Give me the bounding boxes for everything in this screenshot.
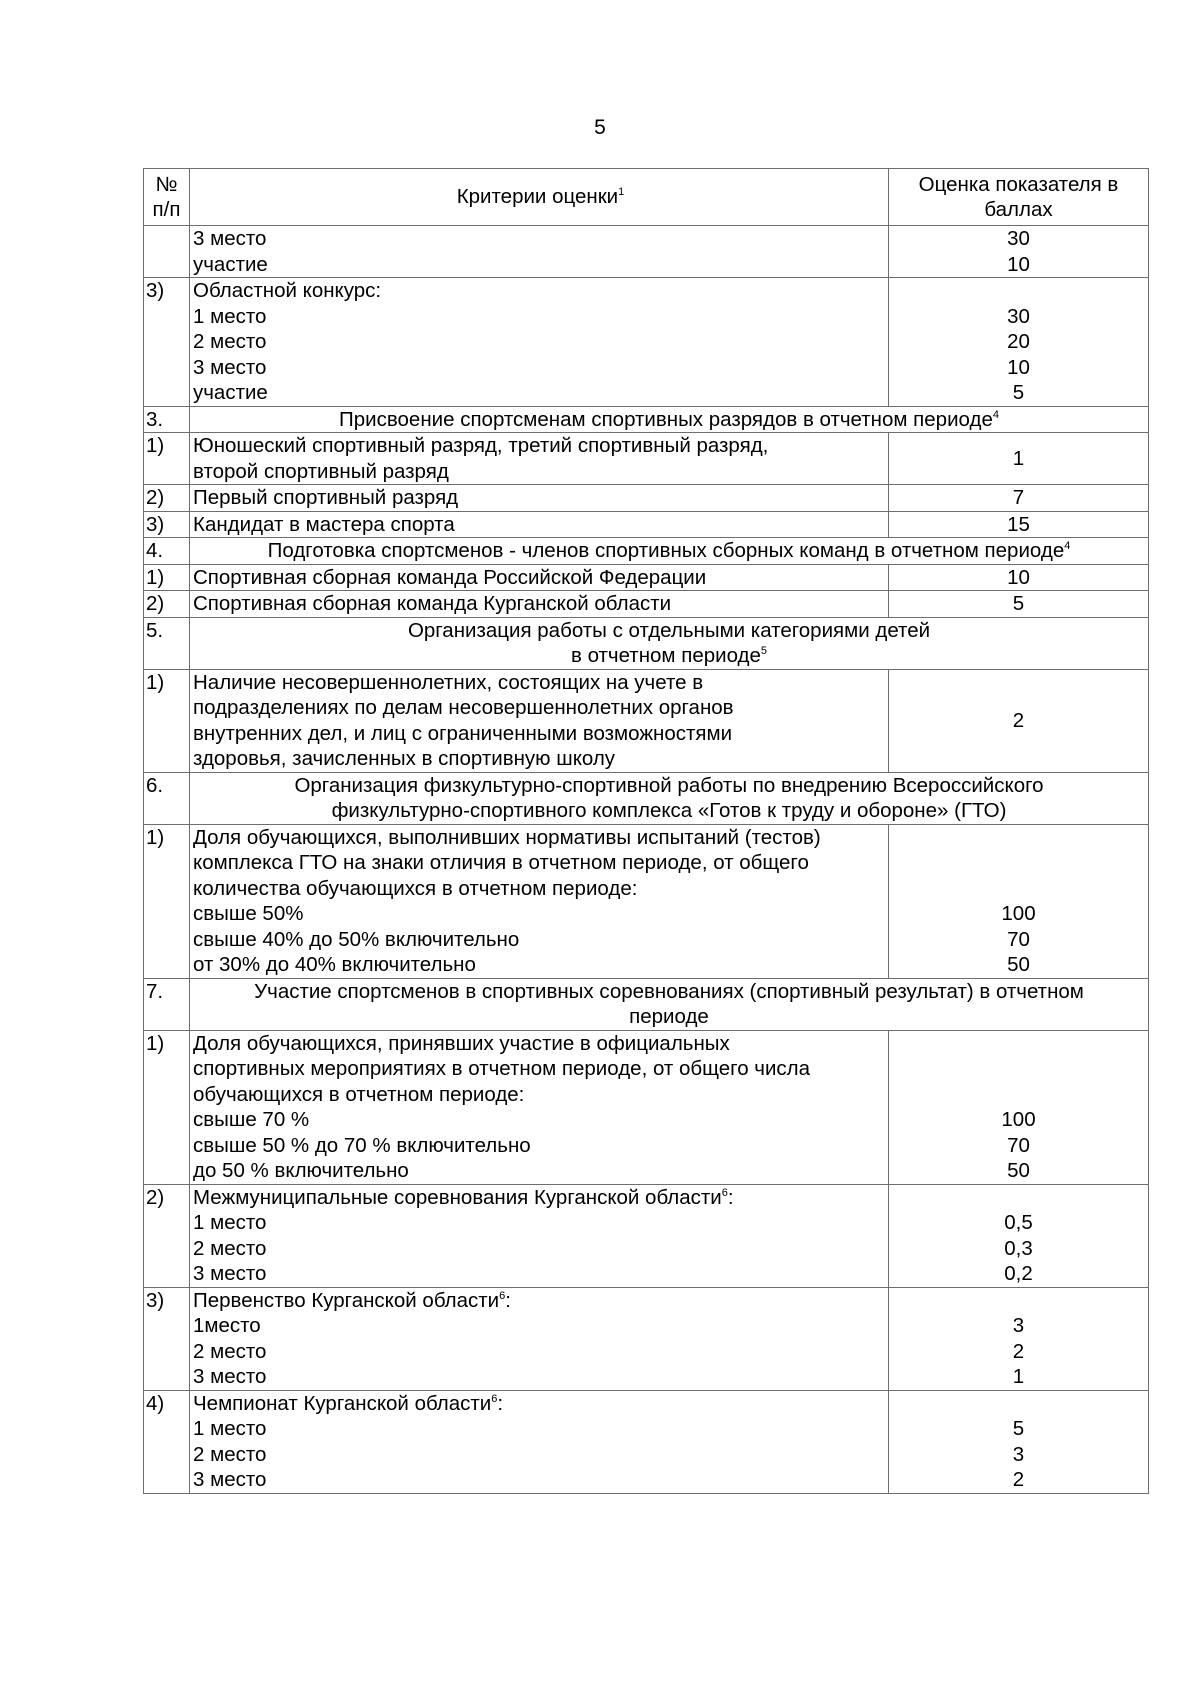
header-score-line: баллах	[984, 198, 1053, 221]
score-value: 50	[1007, 953, 1030, 976]
section-title-cell	[190, 978, 1149, 1030]
header-score-cell	[889, 169, 1149, 226]
table-row	[144, 564, 1149, 591]
section-title: Организация работы с отдельными категориями детей	[407, 618, 931, 642]
table-row	[144, 278, 1149, 407]
row-score: 10	[889, 564, 1149, 591]
criteria-line: 3 место	[193, 1365, 267, 1388]
criteria-line: обучающихся в отчетном периоде:	[193, 1082, 525, 1106]
score-value: 0,3	[1004, 1236, 1033, 1260]
section-title-cell	[190, 772, 1149, 824]
criteria-line: 1 место	[193, 304, 267, 328]
footnote-ref: 6	[499, 1289, 506, 1302]
table-row	[144, 1030, 1149, 1184]
section-number: 5.	[144, 617, 190, 669]
criteria-line: 2 место	[193, 1442, 267, 1466]
section-number: 7.	[144, 978, 190, 1030]
table-row	[144, 1184, 1149, 1287]
section-title: Подготовка спортсменов - членов спортивных сборных команд в отчетном периоде	[267, 539, 1065, 562]
section-number: 6.	[144, 772, 190, 824]
criteria-line: 2 место	[193, 330, 267, 353]
row-score	[889, 1390, 1149, 1493]
criteria-line: 2 место	[193, 1339, 267, 1363]
row-criteria: Спортивная сборная команда Российской Федерации	[190, 564, 889, 591]
criteria-line: Юношеский спортивный разряд, третий спортивный разряд,	[193, 434, 769, 457]
row-criteria	[190, 669, 889, 772]
score-value: 50	[1007, 1159, 1030, 1182]
section-title: Участие спортсменов в спортивных соревнованиях (спортивный результат) в отчетном	[254, 979, 1084, 1003]
table-row	[144, 1390, 1149, 1493]
score-value: 100	[1001, 1108, 1036, 1131]
criteria-line: спортивных мероприятиях в отчетном периоде, от общего числа	[193, 1057, 811, 1080]
header-number-line: п/п	[152, 198, 181, 221]
row-number: 4)	[144, 1390, 190, 1493]
row-score: 2	[889, 669, 1149, 772]
header-criteria-cell	[190, 169, 889, 226]
footnote-ref: 5	[760, 645, 768, 657]
criteria-line: свыше 40% до 50% включительно	[193, 927, 520, 951]
row-score: 1	[889, 433, 1149, 485]
table-row	[144, 226, 1149, 278]
section-title: физкультурно-спортивного комплекса «Готов к труду и обороне» (ГТО)	[331, 799, 1007, 822]
table-row	[144, 669, 1149, 772]
table-header-row	[144, 169, 1149, 226]
row-number: 1)	[144, 1030, 190, 1184]
row-score	[889, 1287, 1149, 1390]
criteria-title: Межмуниципальные соревнования Курганской области	[193, 1185, 722, 1209]
row-criteria	[190, 1390, 889, 1493]
criteria-line: второй спортивный разряд	[193, 459, 449, 483]
criteria-line: свыше 70 %	[193, 1108, 310, 1131]
table-row	[144, 824, 1149, 978]
row-criteria	[190, 433, 889, 485]
table-row	[144, 511, 1149, 538]
row-number: 2)	[144, 1184, 190, 1287]
row-score	[889, 824, 1149, 978]
footnote-ref: 4	[992, 408, 999, 421]
section-title: периоде	[629, 1005, 709, 1028]
row-criteria	[190, 1287, 889, 1390]
score-value: 70	[1007, 927, 1030, 951]
section-title-line	[190, 643, 1148, 669]
section-row	[144, 406, 1149, 433]
footnote-ref: 6	[721, 1186, 728, 1199]
section-title: Организация физкультурно-спортивной работы по внедрению Всероссийского	[294, 773, 1044, 797]
criteria-title: Первенство Курганской области	[193, 1288, 500, 1312]
footnote-ref: 1	[618, 186, 625, 199]
table-row	[144, 433, 1149, 485]
header-number-cell	[144, 169, 190, 226]
header-criteria: Критерии оценки	[456, 185, 619, 209]
section-row	[144, 538, 1149, 565]
score-value: 2	[1012, 1339, 1025, 1363]
criteria-line: участие	[193, 252, 268, 276]
score-value: 3	[1012, 1314, 1025, 1337]
score-value: 2	[1012, 1468, 1025, 1491]
criteria-line: Доля обучающихся, принявших участие в официальных	[193, 1031, 730, 1055]
header-number-line: №	[155, 172, 178, 196]
row-number: 3)	[144, 1287, 190, 1390]
criteria-line: Доля обучающихся, выполнивших нормативы испытаний (тестов)	[193, 825, 821, 849]
section-row	[144, 978, 1149, 1030]
criteria-line: количества обучающихся в отчетном периоде:	[193, 876, 638, 900]
row-number	[144, 226, 190, 278]
criteria-title-line: Межмуниципальные соревнования Курганской области$^6$:	[193, 1185, 734, 1209]
criteria-line: свыше 50%	[193, 902, 304, 925]
criteria-line: здоровья, зачисленных в спортивную школу	[193, 747, 616, 770]
row-criteria	[190, 226, 889, 278]
section-title-cell	[190, 538, 1149, 565]
criteria-line: 2 место	[193, 1236, 267, 1260]
score-value: 20	[1007, 330, 1030, 353]
section-title: Присвоение спортсменам спортивных разрядов в отчетном периоде	[339, 407, 993, 431]
criteria-line: 1 место	[193, 1417, 267, 1440]
row-number: 1)	[144, 433, 190, 485]
criteria-title: Областной конкурс:	[193, 279, 382, 302]
section-title: в отчетном периоде	[570, 644, 761, 667]
criteria-line: 3 место	[193, 1468, 267, 1491]
criteria-line: 3 место	[193, 227, 267, 250]
criteria-line: участие	[193, 381, 268, 404]
row-score	[889, 278, 1149, 407]
row-criteria	[190, 1030, 889, 1184]
header-score-line: Оценка показателя в	[918, 172, 1119, 196]
score-value: 30	[1007, 304, 1030, 328]
criteria-title-line: Чемпионат Курганской области$^6$:	[193, 1391, 504, 1415]
row-score: 15	[889, 511, 1149, 538]
criteria-line: Наличие несовершеннолетних, состоящих на учете в	[193, 670, 704, 694]
row-number: 1)	[144, 564, 190, 591]
criteria-line: 3 место	[193, 1262, 267, 1285]
criteria-line: комплекса ГТО на знаки отличия в отчетном периоде, от общего	[193, 851, 809, 874]
section-row	[144, 772, 1149, 824]
score-value: 70	[1007, 1133, 1030, 1157]
criteria-table	[143, 168, 1149, 1494]
score-value: 0,2	[1004, 1262, 1033, 1285]
criteria-title-line: Первенство Курганской области$^6$:	[193, 1288, 511, 1312]
row-number: 3)	[144, 511, 190, 538]
section-row	[144, 617, 1149, 669]
page-number: 5	[594, 116, 606, 139]
row-number: 2)	[144, 591, 190, 618]
table-row	[144, 591, 1149, 618]
footnote-ref: 4	[1064, 540, 1071, 552]
row-criteria: Первый спортивный разряд	[190, 485, 889, 512]
table-row	[144, 1287, 1149, 1390]
criteria-line: подразделениях по делам несовершеннолетних органов	[193, 696, 734, 719]
row-number: 2)	[144, 485, 190, 512]
row-number: 1)	[144, 669, 190, 772]
criteria-title: Чемпионат Курганской области	[193, 1391, 492, 1415]
section-title-cell	[190, 406, 1149, 433]
row-number: 3)	[144, 278, 190, 407]
row-score	[889, 226, 1149, 278]
row-score	[889, 1184, 1149, 1287]
footnote-ref: 6	[491, 1392, 498, 1405]
score-value: 5	[1012, 1417, 1025, 1440]
row-criteria: Спортивная сборная команда Курганской области	[190, 591, 889, 618]
score-value: 0,5	[1004, 1211, 1033, 1234]
score-value: 5	[1012, 381, 1025, 404]
score-value: 3	[1012, 1442, 1025, 1466]
score-value: 10	[1007, 252, 1030, 276]
section-title-cell	[190, 617, 1149, 669]
criteria-line: 3 место	[193, 355, 267, 379]
score-value: 1	[1012, 1365, 1025, 1388]
table-row	[144, 485, 1149, 512]
row-criteria	[190, 278, 889, 407]
criteria-line: 1место	[193, 1314, 261, 1337]
score-value: 10	[1007, 355, 1030, 379]
row-criteria	[190, 824, 889, 978]
section-number: 3.	[144, 406, 190, 433]
row-score	[889, 1030, 1149, 1184]
row-criteria: Кандидат в мастера спорта	[190, 511, 889, 538]
row-score: 7	[889, 485, 1149, 512]
criteria-line: от 30% до 40% включительно	[193, 953, 476, 976]
criteria-line: свыше 50 % до 70 % включительно	[193, 1133, 531, 1157]
criteria-line: до 50 % включительно	[193, 1159, 409, 1182]
score-value: 100	[1001, 902, 1036, 925]
row-criteria	[190, 1184, 889, 1287]
criteria-line: внутренних дел, и лиц с ограниченными возможностями	[193, 721, 733, 745]
row-score: 5	[889, 591, 1149, 618]
criteria-line: 1 место	[193, 1211, 267, 1234]
score-value: 30	[1007, 227, 1030, 250]
row-number: 1)	[144, 824, 190, 978]
section-number: 4.	[144, 538, 190, 565]
